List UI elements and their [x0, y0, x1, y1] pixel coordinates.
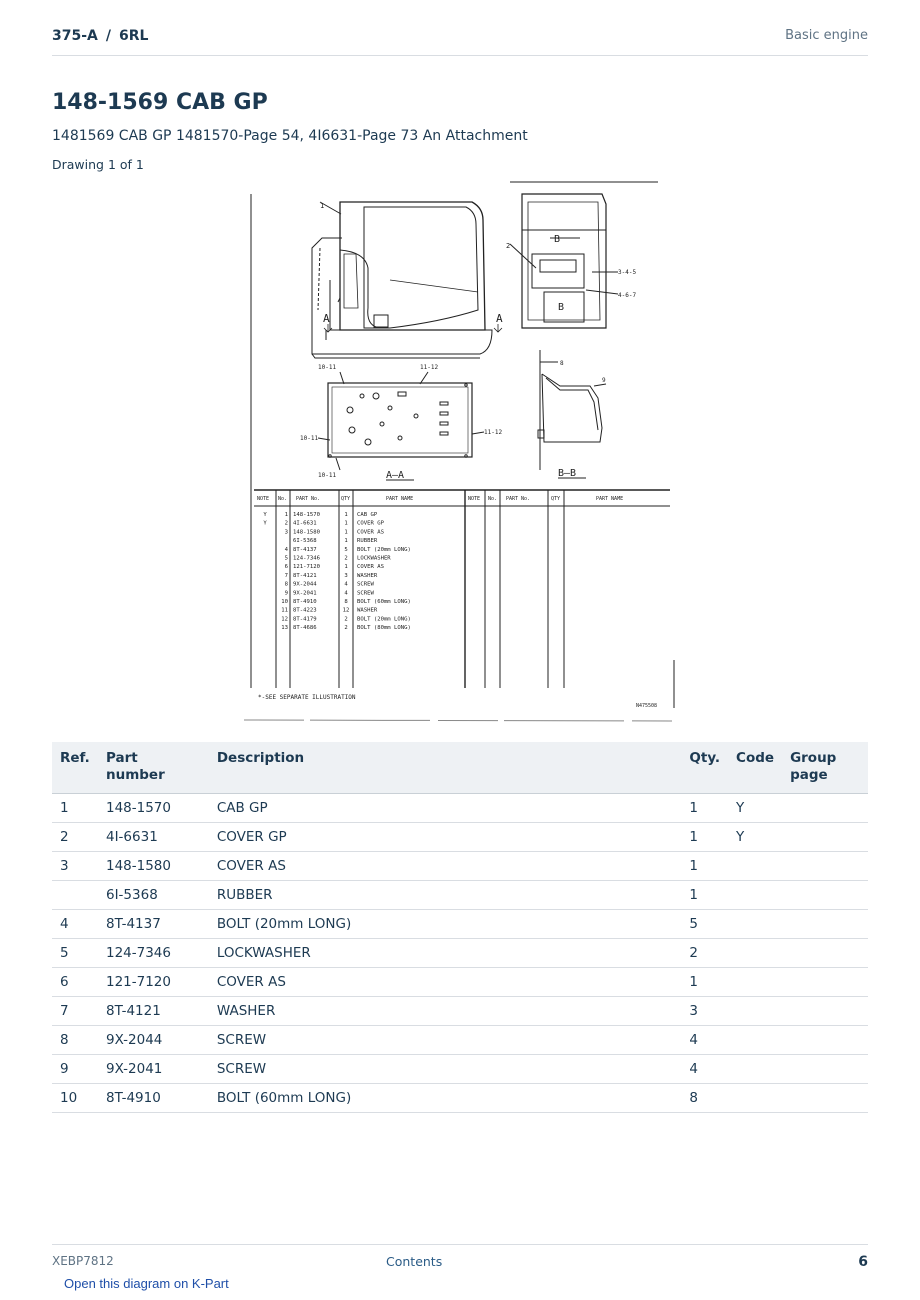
drawing-cell-pn: 4I-6631	[293, 520, 317, 527]
drawing-cell-name: BOLT (20mm LONG)	[357, 616, 411, 623]
cell-code	[728, 1055, 782, 1084]
section-title-a-a: A—A	[386, 470, 405, 481]
drawing-cell-note: Y	[263, 520, 267, 527]
drawing-cell-pn: 148-1580	[293, 529, 320, 536]
drawing-th-name-1: PART NAME	[386, 496, 414, 502]
table-row[interactable]	[52, 1055, 868, 1084]
drawing-th-note-1: NOTE	[257, 496, 270, 502]
cell-group-page	[782, 997, 868, 1026]
callout-3-4-5: 3-4-5	[618, 269, 637, 276]
cell-qty: 8	[681, 1084, 728, 1113]
drawing-cell-name: COVER AS	[357, 564, 384, 571]
cell-ref: 10	[52, 1084, 98, 1113]
col-code-header: Code	[728, 742, 782, 794]
cell-qty: 1	[681, 968, 728, 997]
drawing-cell-qty: 1	[344, 538, 348, 545]
drawing-cell-name: BOLT (20mm LONG)	[357, 546, 411, 553]
drawing-cell-no: 7	[284, 572, 288, 579]
drawing-th-partno-2: PART No.	[506, 496, 531, 502]
drawing-cell-name: COVER GP	[357, 520, 384, 527]
table-row[interactable]	[52, 968, 868, 997]
drawing-table-rows	[263, 512, 411, 631]
callout-10-11-top: 10-11	[318, 364, 337, 371]
drawing-th-no-1: No.	[278, 496, 288, 502]
cell-group-page	[782, 910, 868, 939]
section-label-a-right: A	[496, 312, 503, 325]
drawing-id: N475508	[636, 703, 658, 709]
drawing-cell-no: 8	[284, 581, 288, 588]
page-number: 6	[858, 1254, 868, 1270]
cell-qty: 4	[681, 1055, 728, 1084]
callout-10-11-left: 10-11	[300, 435, 319, 442]
table-row[interactable]	[52, 794, 868, 823]
drawing-cell-qty: 8	[344, 599, 348, 605]
drawing-cell-no: 1	[284, 512, 288, 518]
breadcrumb-separator: /	[105, 28, 111, 44]
section-b-b-view	[538, 350, 606, 470]
drawing-cell-qty: 1	[344, 512, 348, 518]
callout-11-12-top: 11-12	[420, 364, 439, 371]
cell-part-number: 148-1570	[98, 794, 209, 823]
cell-ref	[52, 881, 98, 910]
drawing-cell-qty: 4	[344, 581, 348, 588]
drawing-cell-pn: 124-7346	[293, 555, 320, 562]
parts-diagram[interactable]	[240, 180, 680, 725]
cell-part-number: 4I-6631	[98, 823, 209, 852]
drawing-th-name-2: PART NAME	[596, 496, 624, 502]
callout-1: 1	[320, 202, 325, 210]
breadcrumb-model: 375-A	[52, 28, 98, 44]
cell-part-number: 148-1580	[98, 852, 209, 881]
drawing-th-no-2: No.	[488, 496, 498, 502]
drawing-cell-no: 2	[284, 520, 288, 527]
cell-code	[728, 1026, 782, 1055]
cell-description: COVER AS	[209, 852, 682, 881]
drawing-th-note-2: NOTE	[468, 496, 481, 502]
drawing-table-headers	[257, 496, 623, 502]
cell-description: COVER GP	[209, 823, 682, 852]
cell-description: LOCKWASHER	[209, 939, 682, 968]
section-a-a-view	[318, 372, 484, 470]
drawing-cell-pn: 8T-4121	[293, 572, 317, 579]
cell-ref: 4	[52, 910, 98, 939]
drawing-cell-qty: 2	[344, 625, 348, 632]
cell-part-number: 121-7120	[98, 968, 209, 997]
table-row[interactable]	[52, 823, 868, 852]
callout-4-6-7: 4-6-7	[618, 292, 637, 299]
parts-table	[52, 742, 868, 1113]
drawing-cell-qty: 2	[344, 616, 348, 623]
drawing-cell-no: 11	[281, 607, 288, 614]
drawing-cell-qty: 2	[344, 555, 348, 562]
cell-description: SCREW	[209, 1026, 682, 1055]
table-row[interactable]	[52, 852, 868, 881]
drawing-cell-no: 12	[281, 616, 288, 623]
drawing-cell-no: 13	[281, 625, 288, 632]
cell-code	[728, 910, 782, 939]
cell-description: CAB GP	[209, 794, 682, 823]
page-subtitle: 1481569 CAB GP 1481570-Page 54, 4I6631-Page 73 An Attachment	[52, 128, 528, 144]
cell-ref: 5	[52, 939, 98, 968]
table-row[interactable]	[52, 997, 868, 1026]
drawing-cell-qty: 1	[344, 520, 348, 527]
drawing-cell-name: BOLT (60mm LONG)	[357, 599, 411, 605]
drawing-cell-name: BOLT (80mm LONG)	[357, 625, 411, 632]
drawing-cell-qty: 1	[344, 529, 348, 536]
drawing-th-partno-1: PART No.	[296, 496, 321, 502]
drawing-cell-pn: 8T-4179	[293, 616, 317, 623]
callout-9: 9	[602, 377, 606, 384]
drawing-cell-qty: 5	[344, 546, 348, 553]
drawing-cell-pn: 121-7120	[293, 564, 320, 571]
section-name: Basic engine	[785, 28, 868, 43]
cell-qty: 1	[681, 852, 728, 881]
drawing-cell-name: LOCKWASHER	[357, 555, 391, 562]
table-row[interactable]	[52, 1026, 868, 1055]
drawing-cell-pn: 148-1570	[293, 512, 320, 518]
cell-qty: 1	[681, 881, 728, 910]
page-title: 148-1569 CAB GP	[52, 90, 268, 115]
cell-part-number: 8T-4910	[98, 1084, 209, 1113]
cell-part-number: 9X-2041	[98, 1055, 209, 1084]
cell-code	[728, 968, 782, 997]
cell-qty: 2	[681, 939, 728, 968]
cell-ref: 7	[52, 997, 98, 1026]
drawing-cell-name: COVER AS	[357, 529, 384, 536]
cell-code: Y	[728, 794, 782, 823]
drawing-cell-pn: 9X-2044	[293, 581, 317, 588]
cell-description: COVER AS	[209, 968, 682, 997]
cell-group-page	[782, 794, 868, 823]
cell-qty: 1	[681, 794, 728, 823]
section-label-b-top: B	[554, 234, 561, 245]
callout-10-11-bottom: 10-11	[318, 472, 337, 479]
drawing-cell-pn: 9X-2041	[293, 590, 317, 597]
cell-description: BOLT (60mm LONG)	[209, 1084, 682, 1113]
cell-description: RUBBER	[209, 881, 682, 910]
cab-side-view	[312, 202, 492, 358]
drawing-cell-qty: 12	[342, 607, 350, 614]
cell-group-page	[782, 1055, 868, 1084]
drawing-cell-no: 5	[284, 555, 288, 562]
drawing-cell-no: 10	[281, 599, 288, 605]
table-row[interactable]	[52, 881, 868, 910]
drawing-cell-pn: 8T-4686	[293, 625, 317, 632]
cell-ref: 3	[52, 852, 98, 881]
cell-ref: 1	[52, 794, 98, 823]
breadcrumb-serial: 6RL	[119, 28, 149, 44]
cell-group-page	[782, 1026, 868, 1055]
drawing-cell-name: SCREW	[357, 581, 374, 588]
cell-group-page	[782, 852, 868, 881]
section-label-b-bottom: B	[558, 302, 565, 313]
drawing-cell-name: WASHER	[357, 607, 378, 614]
cell-ref: 8	[52, 1026, 98, 1055]
drawing-th-qty-2: QTY	[551, 496, 561, 502]
drawing-cell-qty: 3	[344, 572, 348, 579]
callout-8: 8	[560, 360, 564, 367]
cell-part-number: 8T-4137	[98, 910, 209, 939]
cell-part-number: 124-7346	[98, 939, 209, 968]
breadcrumb	[52, 28, 148, 55]
drawing-cell-pn: 8T-4910	[293, 599, 317, 605]
cell-group-page	[782, 939, 868, 968]
cell-ref: 6	[52, 968, 98, 997]
drawing-parts-table	[254, 490, 670, 688]
cell-ref: 2	[52, 823, 98, 852]
page-footer	[52, 1244, 868, 1274]
drawing-cell-name: SCREW	[357, 590, 374, 597]
section-arrow-left	[324, 324, 332, 332]
section-arrow-right	[494, 324, 502, 332]
drawing-th-qty-1: QTY	[341, 496, 351, 502]
drawing-cell-pn: 8T-4223	[293, 607, 317, 614]
drawing-count: Drawing 1 of 1	[52, 157, 144, 172]
col-description-header: Description	[209, 742, 682, 794]
drawing-cell-no: 9	[284, 590, 288, 597]
cell-qty: 5	[681, 910, 728, 939]
drawing-cell-name: RUBBER	[357, 538, 378, 545]
cell-code	[728, 852, 782, 881]
table-row[interactable]	[52, 1084, 868, 1113]
section-label-a-left: A	[323, 312, 330, 325]
parts-table-header-row	[52, 742, 868, 794]
drawing-cell-qty: 1	[344, 564, 348, 571]
cell-group-page	[782, 823, 868, 852]
document-id: XEBP7812	[52, 1254, 114, 1268]
drawing-cell-pn: 6I-5368	[293, 538, 317, 545]
open-in-kpart-link[interactable]: Open this diagram on K-Part	[64, 1276, 229, 1291]
page-header	[52, 28, 868, 56]
cell-code	[728, 939, 782, 968]
cell-description: SCREW	[209, 1055, 682, 1084]
drawing-cell-qty: 4	[344, 590, 348, 597]
cell-part-number: 9X-2044	[98, 1026, 209, 1055]
table-row[interactable]	[52, 939, 868, 968]
cell-code	[728, 997, 782, 1026]
col-ref-header: Ref.	[52, 742, 98, 794]
cell-ref: 9	[52, 1055, 98, 1084]
section-title-b-b: B—B	[558, 468, 577, 479]
table-row[interactable]	[52, 910, 868, 939]
cell-group-page	[782, 968, 868, 997]
cell-part-number: 6I-5368	[98, 881, 209, 910]
parts-table-body	[52, 794, 868, 1113]
drawing-cell-no: 4	[284, 546, 288, 553]
cell-part-number: 8T-4121	[98, 997, 209, 1026]
cell-description: WASHER	[209, 997, 682, 1026]
drawing-cell-no: 3	[284, 529, 288, 536]
callout-11-12-right: 11-12	[484, 429, 503, 436]
cell-description: BOLT (20mm LONG)	[209, 910, 682, 939]
cell-code: Y	[728, 823, 782, 852]
drawing-cell-no: 6	[284, 564, 288, 571]
drawing-footnote: *-SEE SEPARATE ILLUSTRATION	[258, 694, 356, 701]
drawing-cell-name: WASHER	[357, 572, 378, 579]
cell-group-page	[782, 1084, 868, 1113]
cell-code	[728, 1084, 782, 1113]
drawing-cell-name: CAB GP	[357, 512, 378, 518]
cell-qty: 3	[681, 997, 728, 1026]
contents-link[interactable]: Contents	[386, 1254, 443, 1269]
cell-qty: 4	[681, 1026, 728, 1055]
cell-group-page	[782, 881, 868, 910]
callout-2: 2	[506, 242, 511, 250]
drawing-cell-pn: 8T-4137	[293, 546, 317, 553]
col-qty-header: Qty.	[681, 742, 728, 794]
cell-qty: 1	[681, 823, 728, 852]
cell-code	[728, 881, 782, 910]
col-group-page-header: Group page	[782, 742, 868, 794]
frame-bottom-line	[244, 720, 672, 721]
col-part-number-header: Part number	[98, 742, 209, 794]
drawing-cell-note: Y	[263, 512, 267, 518]
